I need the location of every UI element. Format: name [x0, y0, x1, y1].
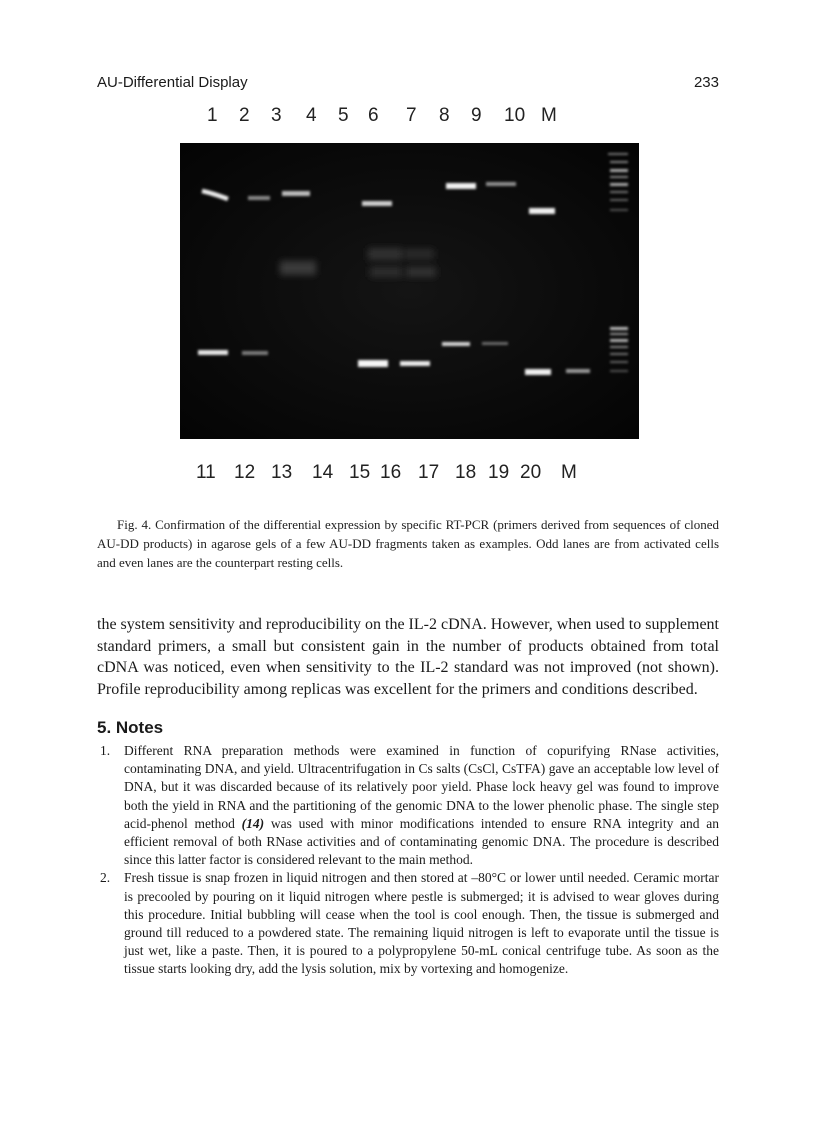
- note-text: Different RNA preparation methods were examined in function of copurifying RNase activities, contaminating DNA, and yield. Ultracentrifugation in Cs salts (CsCl, CsTFA) gave an acceptable low level of DNA, but it was discarded because of its relatively poor yield. Phase lock heavy gel was found to improve both the yield in RNA and the partitioning of the genomic DNA to the lower phenolic phase. The single step acid-phenol method: [124, 743, 719, 831]
- figure-caption: [97, 515, 719, 572]
- lane-label: 20: [520, 462, 542, 483]
- notes-list: [97, 742, 719, 979]
- lane-label: 6: [368, 105, 379, 126]
- bottom-lane-labels: [180, 462, 620, 488]
- section-heading: 5. Notes: [97, 718, 164, 737]
- note-text: Fresh tissue is snap frozen in liquid nitrogen and then stored at –80°C or lower until needed. Ceramic mortar is precooled by pouring on it liquid nitrogen where pestle is submerged; it is advised to wear gloves during this procedure. Initial bubbling will cease when the tool is cool enough. Then, the tissue is submerged and ground till reduced to a powdered state. The remaining liquid nitrogen is left to evaporate until the tissue is just wet, like a paste. Then, it is poured to a polypropylene 50-mL conical centrifuge tube. As soon as the tissue starts looking dry, add the lysis solution, mix by vortexing and homogenize.: [124, 870, 719, 977]
- gel-image: [180, 143, 639, 439]
- page-number: 233: [693, 74, 719, 91]
- lane-label: 16: [380, 462, 402, 483]
- caption-label: Fig. 4.: [117, 517, 152, 532]
- note-number: 1.: [100, 743, 111, 758]
- note-number: 2.: [100, 870, 111, 886]
- running-head: [97, 74, 719, 94]
- lane-label: 5: [338, 105, 349, 126]
- lane-label: 13: [271, 462, 293, 483]
- lane-label: 10: [504, 105, 526, 126]
- lane-label: 7: [406, 105, 417, 126]
- lane-label: 11: [196, 462, 216, 483]
- lane-label: 3: [271, 105, 282, 126]
- lane-label: 17: [418, 462, 440, 483]
- list-item: [97, 742, 719, 869]
- lane-label: 19: [488, 462, 510, 483]
- lane-label: 9: [471, 105, 482, 126]
- lane-label: 18: [455, 462, 477, 483]
- lane-label: M: [541, 105, 557, 126]
- list-item: [97, 869, 719, 978]
- lane-label: 14: [312, 462, 334, 483]
- citation-ref: (14): [241, 815, 265, 831]
- caption-text: Confirmation of the differential expression by specific RT-PCR (primers derived from sequences of cloned AU-DD products) in agarose gels of a few AU-DD fragments taken as examples. Odd lanes are from activated cells and even lanes are the counterpart resting cells.: [97, 517, 719, 570]
- lane-label: 8: [439, 105, 450, 126]
- lane-label: 1: [207, 105, 218, 126]
- top-lane-labels: [180, 105, 620, 131]
- lane-label: 12: [234, 462, 256, 483]
- lane-label: 15: [349, 462, 371, 483]
- gel-electrophoresis-image: [180, 143, 639, 439]
- running-title: AU-Differential Display: [97, 74, 248, 91]
- note-text: was used with minor modifications intended to ensure RNA integrity and an efficient removal of both RNase activities and of contaminating genomic DNA. The procedure is described since this latter factor is considered relevant to the main method.: [124, 815, 720, 868]
- lane-label: 2: [239, 105, 250, 126]
- lane-label: 4: [306, 105, 317, 126]
- lane-label: M: [561, 462, 577, 483]
- body-paragraph: the system sensitivity and reproducibility on the IL-2 cDNA. However, when used to supplement standard primers, a small but consistent gain in the number of products obtained from total cDNA was noticed, even when sensitivity to the IL-2 standard was not improved (not shown). Profile reproducibility among replicas was excellent for the primers and conditions described.: [97, 616, 719, 698]
